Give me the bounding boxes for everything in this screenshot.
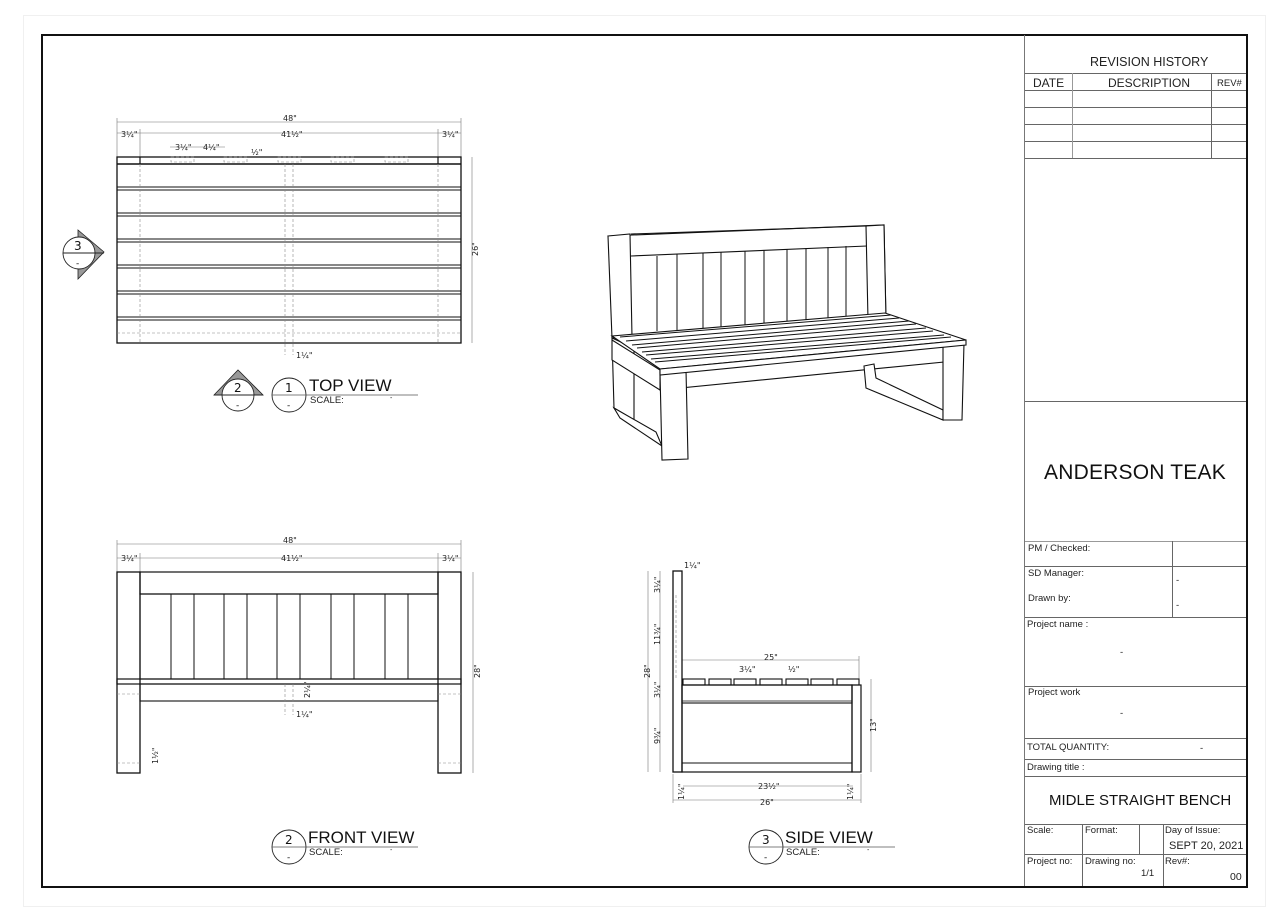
front-view-title: FRONT VIEW: [308, 828, 415, 847]
front-view-number: 2: [285, 833, 293, 847]
project-name-value: -: [1120, 647, 1124, 658]
drawn-by-value: -: [1176, 600, 1180, 611]
top-view-title: TOP VIEW: [309, 376, 392, 395]
top-view-drawing: [117, 114, 480, 360]
drawing-title-value: MIDLE STRAIGHT BENCH: [1049, 792, 1232, 809]
section-marker-3-number: 3: [74, 239, 82, 253]
side-view-number: 3: [762, 833, 770, 847]
project-no-label: Project no:: [1027, 856, 1073, 867]
pm-checked-label: PM / Checked:: [1028, 543, 1091, 554]
top-view-number: 1: [285, 381, 293, 395]
dim-front-overall: 48": [283, 536, 297, 545]
total-quantity-value: -: [1200, 743, 1204, 754]
dim-top-inner: 41½": [281, 130, 303, 139]
dim-side-overall-depth: 26": [760, 798, 774, 807]
dim-top-leg-left: 3¼": [121, 130, 138, 139]
dim-top-small: ½": [251, 148, 263, 157]
front-view-scale-label: SCALE:: [309, 847, 343, 858]
dim-top-gap: 4¼": [203, 143, 220, 152]
dim-side-leg-l: 1¼": [677, 783, 686, 800]
dim-side-leg-lower: 9¾": [653, 727, 662, 744]
revision-history-title: REVISION HISTORY: [1090, 55, 1209, 69]
side-view-title: SIDE VIEW: [785, 828, 873, 847]
dim-top-overall: 48": [283, 114, 297, 123]
section-marker-3-sheet: -: [76, 259, 80, 269]
rev-col-description: DESCRIPTION: [1108, 76, 1191, 90]
dim-side-seat-height: 13": [869, 718, 878, 732]
top-view-sheet: -: [287, 401, 291, 411]
title-block: [1024, 35, 1246, 886]
top-view-scale-value: -: [390, 395, 393, 402]
dim-front-leg-right: 3¼": [442, 554, 459, 563]
drawing-title-label: Drawing title :: [1027, 762, 1085, 773]
dim-front-foot: 1½": [151, 747, 160, 764]
dim-side-slat-gap: ½": [788, 665, 800, 674]
day-of-issue-value: SEPT 20, 2021: [1169, 840, 1244, 852]
dim-front-height: 28": [473, 664, 482, 678]
total-quantity-label: TOTAL QUANTITY:: [1027, 742, 1110, 753]
sd-manager-value: -: [1176, 575, 1180, 586]
sd-manager-label: SD Manager:: [1028, 568, 1084, 579]
project-work-label: Project work: [1028, 687, 1081, 698]
dim-side-inner: 23½": [758, 782, 780, 791]
dim-top-depth: 26": [471, 242, 480, 256]
day-of-issue-label: Day of Issue:: [1165, 825, 1221, 836]
front-view-drawing: [117, 536, 482, 773]
dim-side-overall-height: 28": [643, 664, 652, 678]
top-view-scale-label: SCALE:: [310, 395, 344, 406]
format-label: Format:: [1085, 825, 1118, 836]
front-view-scale-value: -: [390, 847, 393, 854]
dim-side-leg-r: 1¼": [846, 783, 855, 800]
side-view-drawing: [643, 561, 878, 807]
drawing-no-label: Drawing no:: [1085, 856, 1136, 867]
dim-front-center: 1¼": [296, 710, 313, 719]
dim-top-slat: 3¼": [175, 143, 192, 152]
section-marker-2-number: 2: [234, 381, 242, 395]
dim-side-seat-depth: 25": [764, 653, 778, 662]
section-marker-2[interactable]: [214, 370, 263, 411]
dim-top-leg-right: 3¼": [442, 130, 459, 139]
rev-value: 00: [1230, 871, 1242, 883]
dim-side-back-panel: 11¾": [653, 623, 662, 645]
section-marker-2-sheet: -: [236, 401, 240, 411]
dim-top-center: 1¼": [296, 351, 313, 360]
dim-front-leg-left: 3¼": [121, 554, 138, 563]
dim-side-top-rail: 3¼": [653, 576, 662, 593]
rev-col-rev: REV#: [1217, 78, 1242, 89]
rev-label: Rev#:: [1165, 856, 1190, 867]
section-marker-3[interactable]: [63, 230, 104, 279]
side-view-sheet: -: [764, 853, 768, 863]
rev-col-date: DATE: [1033, 76, 1065, 90]
front-view-sheet: -: [287, 853, 291, 863]
dim-side-slat: 3¼": [739, 665, 756, 674]
perspective-drawing: [608, 225, 966, 460]
side-view-scale-label: SCALE:: [786, 847, 820, 858]
dim-front-inner: 41½": [281, 554, 303, 563]
scale-label: Scale:: [1027, 825, 1054, 836]
dim-side-post: 1¼": [684, 561, 701, 570]
project-work-value: -: [1120, 708, 1124, 719]
drawing-no-value: 1/1: [1141, 868, 1155, 879]
dim-front-rail: 2¼": [303, 681, 312, 698]
project-name-label: Project name :: [1027, 619, 1089, 630]
dim-side-apron: 3¼": [653, 681, 662, 698]
company-name: ANDERSON TEAK: [1044, 461, 1226, 484]
side-view-scale-value: -: [867, 847, 870, 854]
drawn-by-label: Drawn by:: [1028, 593, 1071, 604]
